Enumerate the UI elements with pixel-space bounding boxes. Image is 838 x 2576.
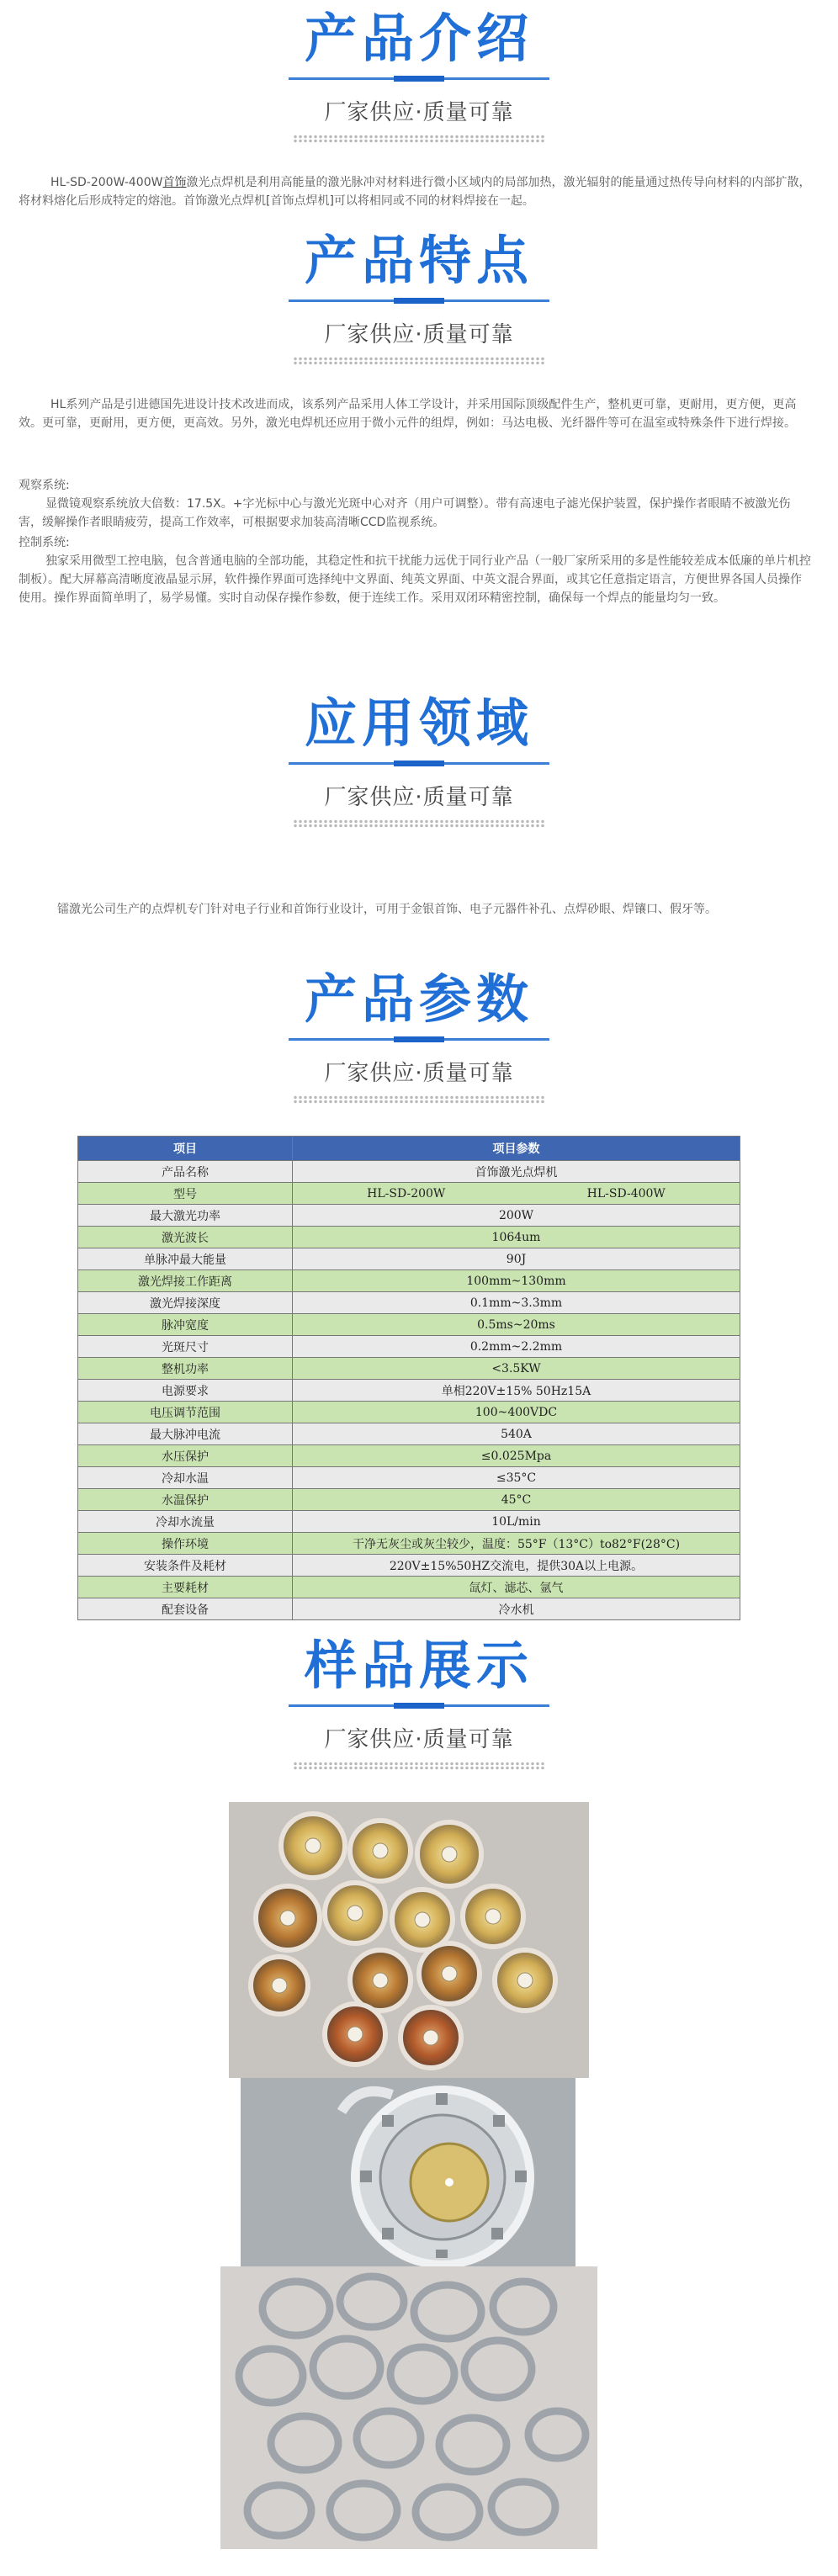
samples-header [0,1632,838,1770]
sample-photo-pendant [241,2078,575,2266]
table-row [78,1205,740,1227]
table-row [78,1183,740,1205]
row-label: 水压保护 [78,1445,293,1467]
title-underline [289,1704,549,1707]
row-value: <3.5KW [293,1358,740,1380]
row-value: ≤0.025Mpa [293,1445,740,1467]
row-label: 单脉冲最大能量 [78,1248,293,1270]
features-paragraph: HL系列产品是引进德国先进设计技术改进而成，该系列产品采用人体工学设计，并采用国际顶级配件生产，整机更可靠，更耐用，更方便，更高效。更可靠，更耐用，更方便，更高效。另外，激光电焊机还应用于微小元件的组焊，例如：马达电极、光纤器件等可在温室或特殊条件下进行焊接。 [19,398,797,430]
row-label: 安装条件及耗材 [78,1555,293,1577]
features-title: 产品特点 [304,230,533,291]
row-value: 氙灯、滤芯、氩气 [293,1577,740,1598]
row-label: 激光波长 [78,1227,293,1248]
application-paragraph: 镭激光公司生产的点焊机专门针对电子行业和首饰行业设计，可用于金银首饰、电子元器件补孔、点焊砂眼、焊镶口、假牙等。 [57,903,717,916]
model-prefix: HL-SD-200W-400W [50,176,163,189]
row-value: 1064um [293,1227,740,1248]
row-label: 冷却水流量 [78,1511,293,1533]
table-row [78,1577,740,1598]
row-label: 配套设备 [78,1598,293,1620]
intro-header [0,5,838,143]
table-row [78,1467,740,1489]
model-a: HL-SD-200W [367,1186,446,1201]
table-row [78,1380,740,1402]
table-row [78,1423,740,1445]
dotted-divider [293,1095,545,1104]
row-value [293,1183,740,1205]
dotted-divider [293,357,545,365]
row-value: 10L/min [293,1511,740,1533]
table-row [78,1227,740,1248]
title-underline [289,299,549,302]
row-value: 200W [293,1205,740,1227]
table-header-row [78,1137,740,1161]
application-subtitle: 厂家供应·质量可靠 [324,785,514,810]
header-param: 项目参数 [293,1137,740,1161]
params-table [77,1136,740,1620]
row-label: 整机功率 [78,1358,293,1380]
control-text: 独家采用微型工控电脑，包含普通电脑的全部功能，其稳定性和抗干扰能力远优于同行业产品（一般厂家所采用的多是性能较差成本低廉的单片机控制板）。配大屏幕高清晰度液晶显示屏，软件操作界面可选择纯中文界面、纯英文界面、中英文混合界面，或其它任意指定语言，方便世界各国人员操作使用。操作界面简单明了，易学易懂。实时自动保存操作参数，便于连续工作。采用双闭环精密控制，确保每一个焊点的能量均匀一致。 [19,554,811,605]
table-row [78,1555,740,1577]
table-row [78,1270,740,1292]
row-label: 激光焊接工作距离 [78,1270,293,1292]
row-label: 型号 [78,1183,293,1205]
row-value: 220V±15%50HZ交流电，提供30A以上电源。 [293,1555,740,1577]
intro-text: 激光点焊机是利用高能量的激光脉冲对材料进行微小区域内的局部加热，激光辐射的能量通过热传导向材料的内部扩散，将材料熔化后形成特定的熔池。首饰激光点焊机[首饰点焊机]可以将相同或不同的材料焊接在一起。 [19,176,811,208]
row-value: 首饰激光点焊机 [293,1161,740,1183]
table-row [78,1336,740,1358]
table-row [78,1314,740,1336]
row-value: 100~400VDC [293,1402,740,1423]
pendant-image [241,2078,575,2266]
intro-title: 产品介绍 [304,8,533,69]
row-label: 激光焊接深度 [78,1292,293,1314]
row-value: ≤35°C [293,1467,740,1489]
table-row [78,1248,740,1270]
params-subtitle: 厂家供应·质量可靠 [324,1061,514,1086]
table-row [78,1489,740,1511]
table-row [78,1358,740,1380]
row-label: 电压调节范围 [78,1402,293,1423]
row-label: 光斑尺寸 [78,1336,293,1358]
application-header [0,690,838,828]
row-label: 主要耗材 [78,1577,293,1598]
features-header [0,227,838,365]
row-label: 冷却水温 [78,1467,293,1489]
row-value: 0.5ms~20ms [293,1314,740,1336]
medallions-image [229,1802,589,2078]
row-value: 干净无灰尘或灰尘较少，温度：55°F（13°C）to82°F(28°C) [293,1533,740,1555]
control-label: 控制系统: [19,536,70,549]
row-label: 最大激光功率 [78,1205,293,1227]
table-row [78,1533,740,1555]
row-label: 电源要求 [78,1380,293,1402]
params-title: 产品参数 [304,968,533,1030]
table-row [78,1511,740,1533]
table-row [78,1292,740,1314]
samples-title: 样品展示 [304,1635,533,1696]
sample-photo-medallions [229,1802,589,2078]
row-value: 45°C [293,1489,740,1511]
row-value: 0.2mm~2.2mm [293,1336,740,1358]
table-row [78,1598,740,1620]
row-value: 90J [293,1248,740,1270]
header-item: 项目 [78,1137,293,1161]
application-title: 应用领域 [304,692,533,754]
row-label: 操作环境 [78,1533,293,1555]
table-row [78,1445,740,1467]
title-underline [289,762,549,765]
table-row [78,1161,740,1183]
row-value: 100mm~130mm [293,1270,740,1292]
dotted-divider [293,819,545,828]
row-label: 水温保护 [78,1489,293,1511]
row-value: 单相220V±15% 50Hz15A [293,1380,740,1402]
intro-paragraph [19,173,813,210]
model-b: HL-SD-400W [586,1186,666,1201]
row-value: 540A [293,1423,740,1445]
sample-photo-rings [220,2266,597,2549]
row-label: 产品名称 [78,1161,293,1183]
jewelry-link[interactable]: 首饰 [162,176,187,189]
row-label: 最大脉冲电流 [78,1423,293,1445]
rings-image [220,2266,597,2549]
params-header [0,966,838,1104]
features-subtitle: 厂家供应·质量可靠 [324,322,514,347]
observation-label: 观察系统: [19,479,70,492]
row-label: 脉冲宽度 [78,1314,293,1336]
table-row [78,1402,740,1423]
row-value: 冷水机 [293,1598,740,1620]
intro-subtitle: 厂家供应·质量可靠 [324,100,514,125]
dotted-divider [293,135,545,143]
samples-subtitle: 厂家供应·质量可靠 [324,1727,514,1752]
title-underline [289,1038,549,1041]
dotted-divider [293,1762,545,1770]
row-value: 0.1mm~3.3mm [293,1292,740,1314]
observation-text: 显微镜观察系统放大倍数：17.5X。+字光标中心与激光光斑中心对齐（用户可调整）。带有高速电子滤光保护装置，保护操作者眼睛不被激光伤害，缓解操作者眼睛疲劳，提高工作效率，可根据要求加装高清晰CCD监视系统。 [19,497,791,529]
title-underline [289,77,549,80]
